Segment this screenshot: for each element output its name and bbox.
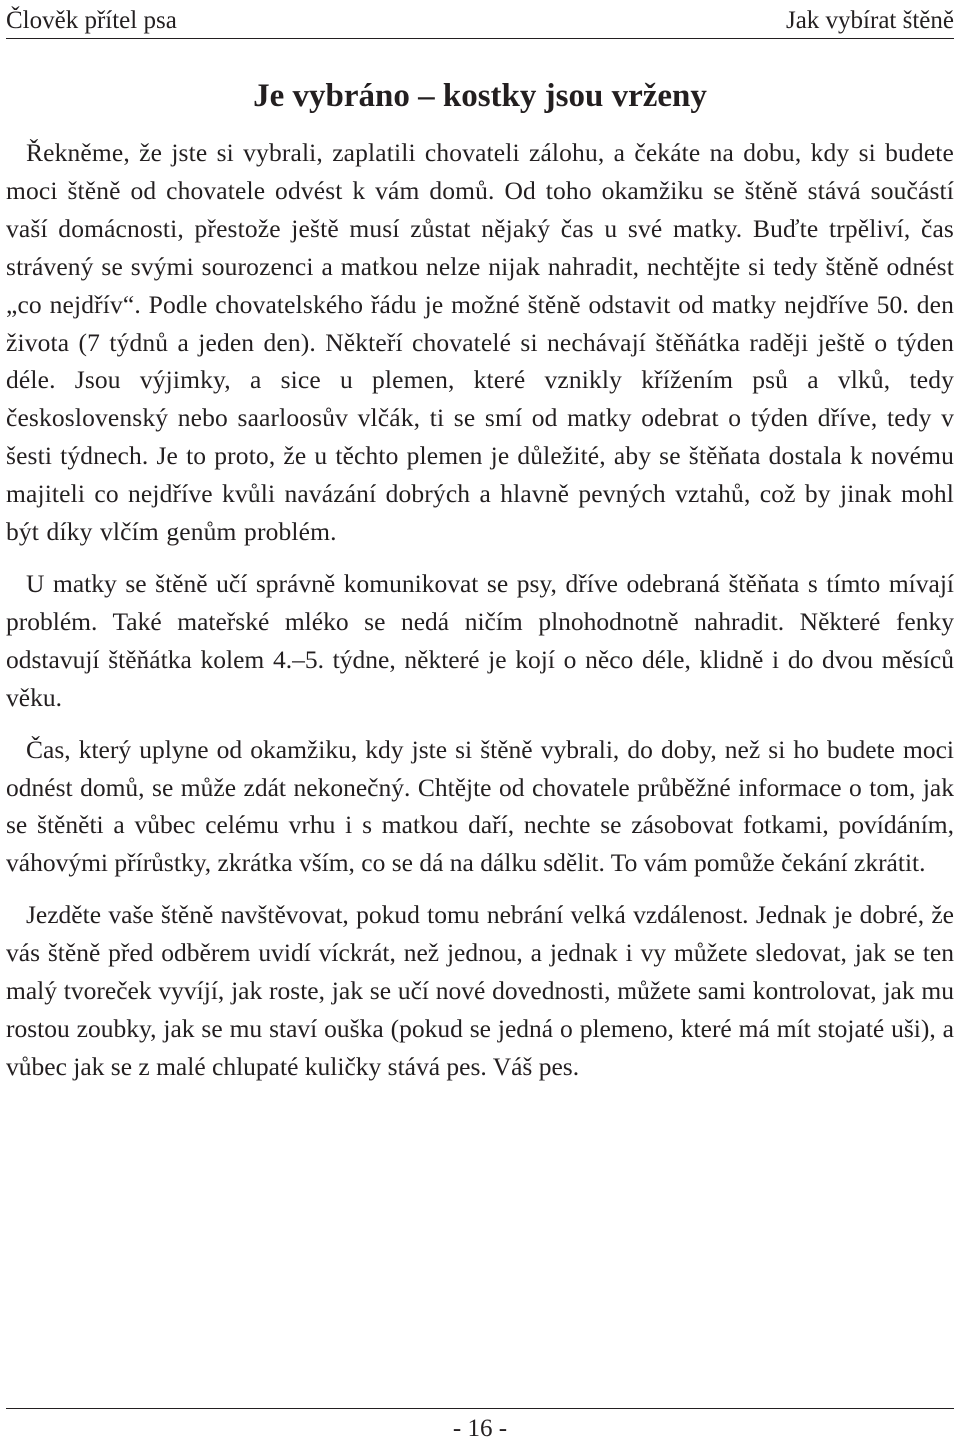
body-text	[6, 134, 954, 1100]
section-title: Je vybráno – kostky jsou vrženy	[253, 78, 707, 114]
paragraph-4: Jezděte vaše štěně navštěvovat, pokud tomu nebrání velká vzdálenost. Jednak je dobré, že vás štěně před odběrem uvidí víckrát, než jednou, a jednak i vy můžete sledovat, jak se ten malý tvoreček vyvíjí, jak roste, jak se učí nové dovednosti, můžete sami kontrolovat, jak mu rostou zoubky, jak se mu staví ouška (pokud se jedná o plemeno, které má mít stojaté uši), a vůbec jak se z malé chlupaté kuličky stává pes. Váš pes.	[6, 900, 954, 1081]
paragraph-2: U matky se štěně učí správně komunikovat se psy, dříve odebraná štěňata s tímto mívají problém. Také mateřské mléko se nedá ničím plnohodnotně nahradit. Některé fenky odstavují štěňátka kolem 4.–5. týdne, některé je kojí o něco déle, klidně i do dvou měsíců věku.	[6, 568, 954, 712]
page-number	[0, 1414, 960, 1444]
header-chapter-title: Jak vybírat štěně	[785, 7, 954, 34]
header-book-title: Člověk přítel psa	[6, 7, 177, 34]
running-header	[6, 4, 954, 39]
footer-divider	[6, 1408, 954, 1409]
page-number-text: - 16 -	[452, 1415, 508, 1442]
paragraph-3: Čas, který uplyne od okamžiku, kdy jste si štěně vybrali, do doby, než si ho budete moci odnést domů, se může zdát nekonečný. Chtějte od chovatele průběžné informace o tom, jak se štěněti a vůbec celému vrhu i s matkou daří, nechte se zásobovat fotkami, povídáním, váhovými přírůstky, zkrátka vším, co se dá na dálku sdělit. To vám pomůže čekání zkrátit.	[6, 734, 954, 878]
paragraph-1: Řekněme, že jste si vybrali, zaplatili chovateli zálohu, a čekáte na dobu, kdy si budete moci štěně od chovatele odvést k vám domů. Od toho okamžiku se štěně stává součástí vaší domácnosti, přestože ještě musí zůstat nějaký čas u své matky. Buďte trpěliví, čas strávený se svými sourozenci a matkou nelze nijak nahradit, nechtějte si tedy štěně odnést „co nejdřív“. Podle chovatelského řádu je možné štěně odstavit od matky nejdříve 50. den života (7 týdnů a jeden den). Někteří chovatelé si nechávají štěňátka raději ještě o týden déle. Jsou výjimky, a sice u plemen, které vznikly křížením psů a vlků, tedy československý nebo saarloosův vlčák, ti se smí od matky odebrat o týden dříve, tedy v šesti týdnech. Je to proto, že u těchto plemen je důležité, aby se štěňata dostala k novému majiteli co nejdříve kvůli navázání dobrých a hlavně pevných vztahů, což by jinak mohl být díky vlčím genům problém.	[6, 138, 954, 547]
